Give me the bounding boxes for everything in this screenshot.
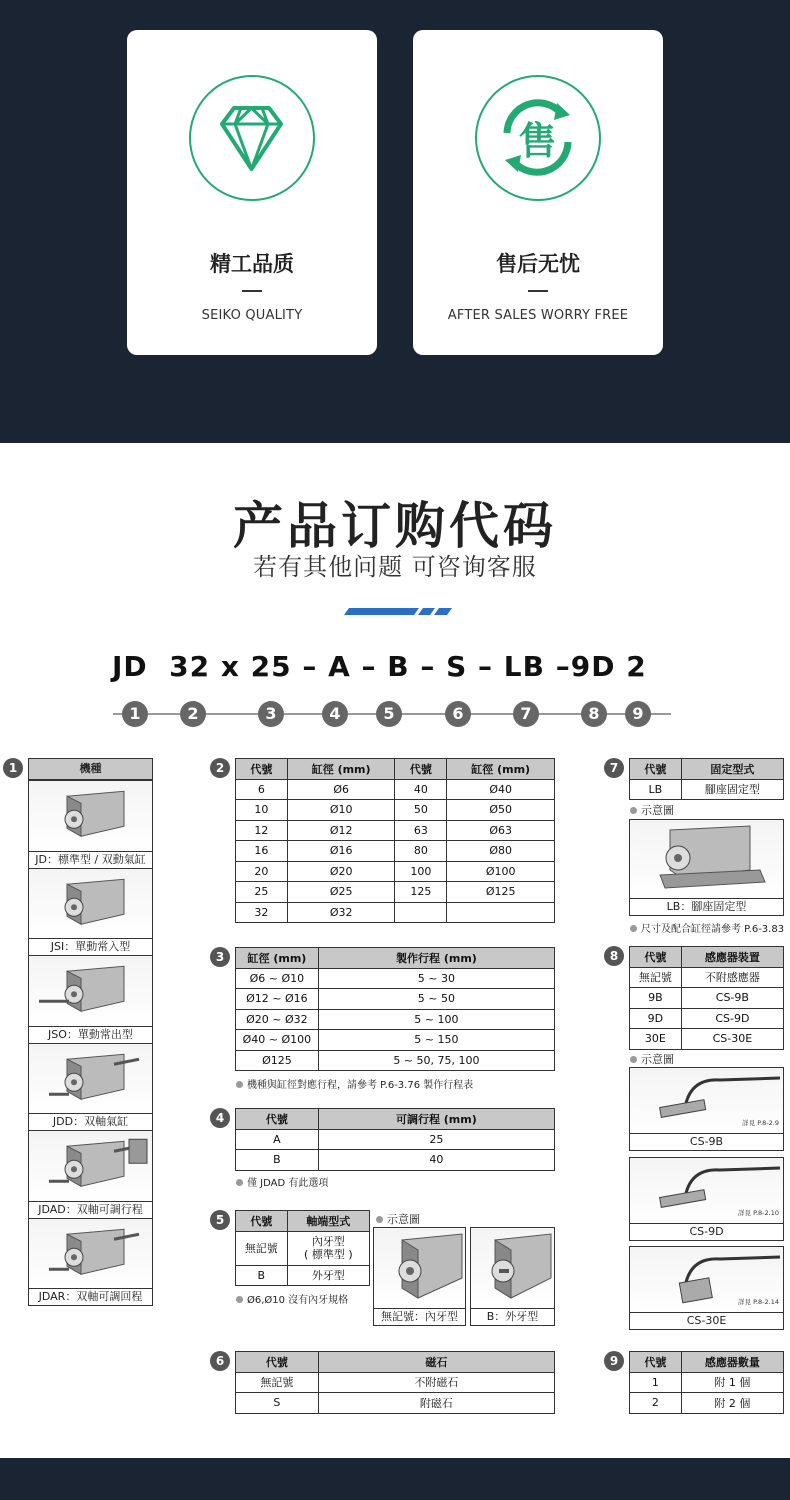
column-header: 缸徑 (mm) xyxy=(236,948,319,969)
magnet-table xyxy=(235,1351,555,1414)
sensor-image xyxy=(630,1158,783,1224)
sec7-picture xyxy=(629,819,784,916)
table-cell: Ø12 ~ Ø16 xyxy=(236,989,319,1010)
code-marker-1: 1 xyxy=(122,701,148,727)
model-jd xyxy=(28,780,153,869)
table-cell: 無記號 xyxy=(236,1372,319,1393)
table-cell: Ø12 xyxy=(287,820,395,841)
code-marker-8: 8 xyxy=(581,701,607,727)
table-cell: 6 xyxy=(236,779,288,800)
code-marker-7: 7 xyxy=(513,701,539,727)
table-cell: B xyxy=(236,1150,319,1171)
table-row xyxy=(630,779,784,800)
code-marker-3: 3 xyxy=(258,701,284,727)
sensor-image xyxy=(630,1068,783,1134)
table-cell: Ø16 xyxy=(287,841,395,862)
feature-card-quality xyxy=(127,30,377,355)
column-header: 代號 xyxy=(630,759,682,780)
picture-caption: 無記號：內牙型 xyxy=(374,1308,465,1325)
table-row xyxy=(236,902,555,923)
table-row xyxy=(236,861,555,882)
table-cell: 內牙型 ( 標準型 ) xyxy=(287,1231,369,1265)
table-row xyxy=(236,779,555,800)
column-header: 代號 xyxy=(236,1211,288,1232)
model-jdar xyxy=(28,1218,153,1307)
table-cell: CS-9B xyxy=(681,988,783,1009)
table-cell: Ø32 xyxy=(287,902,395,923)
sec8-diagram-title: 示意圖 xyxy=(630,1051,674,1067)
table-cell: 125 xyxy=(395,882,447,903)
column-header: 軸端型式 xyxy=(287,1211,369,1232)
column-header: 可調行程 (mm) xyxy=(318,1109,554,1130)
table-row xyxy=(236,1231,370,1265)
bottom-bar xyxy=(0,1458,790,1500)
cylinder-image xyxy=(471,1228,554,1310)
section-number: 5 xyxy=(210,1210,230,1230)
page-reference: 詳見 P.8-2.10 xyxy=(738,1209,779,1217)
table-cell: 附 1 個 xyxy=(681,1372,783,1393)
table-row xyxy=(236,800,555,821)
table-row xyxy=(236,820,555,841)
column-header: 代號 xyxy=(236,1109,319,1130)
table-row xyxy=(236,1129,555,1150)
code-marker-9: 9 xyxy=(625,701,651,727)
sec4-note: 僅 JDAD 有此選項 xyxy=(236,1174,328,1189)
table-cell: Ø20 xyxy=(287,861,395,882)
adjust-stroke-table xyxy=(235,1108,555,1171)
table-cell: 32 xyxy=(236,902,288,923)
table-cell xyxy=(395,902,447,923)
code-marker-5: 5 xyxy=(376,701,402,727)
table-cell xyxy=(447,902,555,923)
code-marker-4: 4 xyxy=(322,701,348,727)
table-cell: CS-30E xyxy=(681,1029,783,1050)
feature-title: 精工品质 xyxy=(210,252,294,276)
table-cell: 2 xyxy=(630,1393,682,1414)
model-label: JD：標準型 / 双動氣缸 xyxy=(29,851,152,868)
top-banner xyxy=(0,0,790,443)
table-cell: Ø10 xyxy=(287,800,395,821)
picture-caption: LB：腳座固定型 xyxy=(630,898,783,915)
model-label: JSI：單動常入型 xyxy=(29,938,152,955)
sec7-note: 尺寸及配合缸徑請參考 P.6-3.83 xyxy=(630,920,784,935)
divider xyxy=(242,290,262,292)
table-row xyxy=(630,1008,784,1029)
column-header: 感應器裝置 xyxy=(681,947,783,968)
table-cell: 40 xyxy=(395,779,447,800)
sensor-picture-1 xyxy=(629,1067,784,1151)
feature-subtitle: AFTER SALES WORRY FREE xyxy=(447,308,629,323)
table-cell: 16 xyxy=(236,841,288,862)
table-cell: 5 ~ 50 xyxy=(318,989,554,1010)
table-cell: 9B xyxy=(630,988,682,1009)
table-cell: 10 xyxy=(236,800,288,821)
table-cell: 9D xyxy=(630,1008,682,1029)
column-header: 代號 xyxy=(236,759,288,780)
order-code: JD 32 x 25 – A – B – S – LB –9D 2 xyxy=(112,650,647,683)
model-jso xyxy=(28,955,153,1044)
mount-table xyxy=(629,758,784,800)
table-cell: 25 xyxy=(236,882,288,903)
picture-caption: CS-9D xyxy=(630,1223,783,1240)
model-jdad xyxy=(28,1130,153,1219)
table-cell: Ø63 xyxy=(447,820,555,841)
sec5-picture-internal xyxy=(373,1227,466,1326)
table-row xyxy=(630,988,784,1009)
table-cell: 1 xyxy=(630,1372,682,1393)
stroke-table xyxy=(235,947,555,1071)
column-header: 缸徑 (mm) xyxy=(447,759,555,780)
table-cell: 不附磁石 xyxy=(318,1372,554,1393)
table-cell: Ø125 xyxy=(447,882,555,903)
model-label: JDAR：双軸可調回程 xyxy=(29,1288,152,1305)
sec3-note: 機種與缸徑對應行程，請參考 P.6-3.76 製作行程表 xyxy=(236,1076,473,1091)
model-label: JSO：單動常出型 xyxy=(29,1026,152,1043)
table-cell: 無記號 xyxy=(236,1231,288,1265)
section-number: 6 xyxy=(210,1351,230,1371)
model-jdd xyxy=(28,1043,153,1132)
table-row xyxy=(630,1393,784,1414)
section-number: 1 xyxy=(3,758,23,778)
table-row xyxy=(236,1009,555,1030)
table-row xyxy=(236,1265,370,1286)
diamond-icon xyxy=(189,75,315,201)
column-header: 磁石 xyxy=(318,1352,554,1373)
table-cell: Ø20 ~ Ø32 xyxy=(236,1009,319,1030)
table-row xyxy=(236,841,555,862)
cylinder-image xyxy=(29,869,152,940)
sensor-table xyxy=(629,946,784,1050)
table-cell: 12 xyxy=(236,820,288,841)
picture-caption: CS-9B xyxy=(630,1133,783,1150)
column-header: 代號 xyxy=(395,759,447,780)
table-cell: A xyxy=(236,1129,319,1150)
table-cell: Ø6 xyxy=(287,779,395,800)
table-row xyxy=(630,967,784,988)
code-marker-6: 6 xyxy=(445,701,471,727)
table-cell: CS-9D xyxy=(681,1008,783,1029)
table-cell: 5 ~ 30 xyxy=(318,968,554,989)
column-header: 代號 xyxy=(630,947,682,968)
model-label: JDAD：双軸可調行程 xyxy=(29,1201,152,1218)
table-cell: Ø125 xyxy=(236,1050,319,1071)
model-jsi xyxy=(28,868,153,957)
foot-mount-image xyxy=(630,820,783,900)
table-row xyxy=(236,1050,555,1071)
table-cell: Ø80 xyxy=(447,841,555,862)
table-row xyxy=(236,1150,555,1171)
picture-caption: B：外牙型 xyxy=(471,1308,554,1325)
table-cell: 腳座固定型 xyxy=(681,779,783,800)
table-cell: LB xyxy=(630,779,682,800)
sensor-image xyxy=(630,1247,783,1313)
rod-end-table xyxy=(235,1210,370,1286)
page-reference: 詳見 P.8-2.9 xyxy=(742,1119,779,1127)
section-number: 8 xyxy=(604,946,624,966)
table-cell: 50 xyxy=(395,800,447,821)
table-cell: Ø100 xyxy=(447,861,555,882)
page-title: 产品订购代码 xyxy=(233,497,557,555)
cylinder-image xyxy=(29,1131,152,1202)
table-cell: Ø40 ~ Ø100 xyxy=(236,1030,319,1051)
model-label: JDD：双軸氣缸 xyxy=(29,1113,152,1130)
after-sales-icon xyxy=(475,75,601,201)
table-cell: 100 xyxy=(395,861,447,882)
table-cell: 20 xyxy=(236,861,288,882)
feature-subtitle: SEIKO QUALITY xyxy=(201,308,303,323)
table-cell: 40 xyxy=(318,1150,554,1171)
section-number: 4 xyxy=(210,1108,230,1128)
table-cell: 無記號 xyxy=(630,967,682,988)
column-header: 代號 xyxy=(630,1352,682,1373)
sec5-diagram-title: 示意圖 xyxy=(376,1211,420,1227)
column-header: 固定型式 xyxy=(681,759,783,780)
sensor-picture-3 xyxy=(629,1246,784,1330)
feature-title: 售后无忧 xyxy=(496,252,580,276)
table-cell: Ø25 xyxy=(287,882,395,903)
accent-stripe xyxy=(344,600,452,607)
page-subtitle: 若有其他问题 可咨询客服 xyxy=(253,553,537,581)
column-header: 感應器數量 xyxy=(681,1352,783,1373)
column-header: 製作行程 (mm) xyxy=(318,948,554,969)
table-cell: 25 xyxy=(318,1129,554,1150)
section-number: 3 xyxy=(210,947,230,967)
table-row xyxy=(236,968,555,989)
table-cell: 63 xyxy=(395,820,447,841)
table-cell: 外牙型 xyxy=(287,1265,369,1286)
table-cell: 80 xyxy=(395,841,447,862)
table-row xyxy=(236,1030,555,1051)
table-row xyxy=(236,882,555,903)
bore-table xyxy=(235,758,555,923)
table-cell: Ø40 xyxy=(447,779,555,800)
cylinder-image xyxy=(29,956,152,1027)
table-cell: 附 2 個 xyxy=(681,1393,783,1414)
column-header: 缸徑 (mm) xyxy=(287,759,395,780)
table-row xyxy=(630,1029,784,1050)
table-cell: 5 ~ 50, 75, 100 xyxy=(318,1050,554,1071)
sec7-diagram-title: 示意圖 xyxy=(630,802,674,818)
sale-glyph: 售 xyxy=(518,119,557,163)
table-row xyxy=(236,1393,555,1414)
feature-card-after-sales xyxy=(413,30,663,355)
table-cell: 5 ~ 150 xyxy=(318,1030,554,1051)
code-marker-2: 2 xyxy=(180,701,206,727)
sensor-picture-2 xyxy=(629,1157,784,1241)
picture-caption: CS-30E xyxy=(630,1312,783,1329)
sec1-header: 機種 xyxy=(28,758,153,780)
section-number: 9 xyxy=(604,1351,624,1371)
cylinder-image xyxy=(29,1044,152,1115)
table-row xyxy=(236,989,555,1010)
sensor-count-table xyxy=(629,1351,784,1414)
table-cell: 不附感應器 xyxy=(681,967,783,988)
table-row xyxy=(236,1372,555,1393)
section-number: 2 xyxy=(210,758,230,778)
sec5-picture-external xyxy=(470,1227,555,1326)
column-header: 代號 xyxy=(236,1352,319,1373)
divider xyxy=(528,290,548,292)
table-cell: 30E xyxy=(630,1029,682,1050)
cylinder-image xyxy=(374,1228,465,1310)
table-cell: B xyxy=(236,1265,288,1286)
table-cell: S xyxy=(236,1393,319,1414)
table-cell: Ø50 xyxy=(447,800,555,821)
cylinder-image xyxy=(29,1219,152,1290)
cylinder-image xyxy=(29,781,152,852)
table-cell: 5 ~ 100 xyxy=(318,1009,554,1030)
sec5-note: Ø6,Ø10 沒有內牙規格 xyxy=(236,1291,348,1306)
table-row xyxy=(630,1372,784,1393)
page-reference: 詳見 P.8-2.14 xyxy=(738,1298,779,1306)
section-number: 7 xyxy=(604,758,624,778)
table-cell: 附磁石 xyxy=(318,1393,554,1414)
table-cell: Ø6 ~ Ø10 xyxy=(236,968,319,989)
